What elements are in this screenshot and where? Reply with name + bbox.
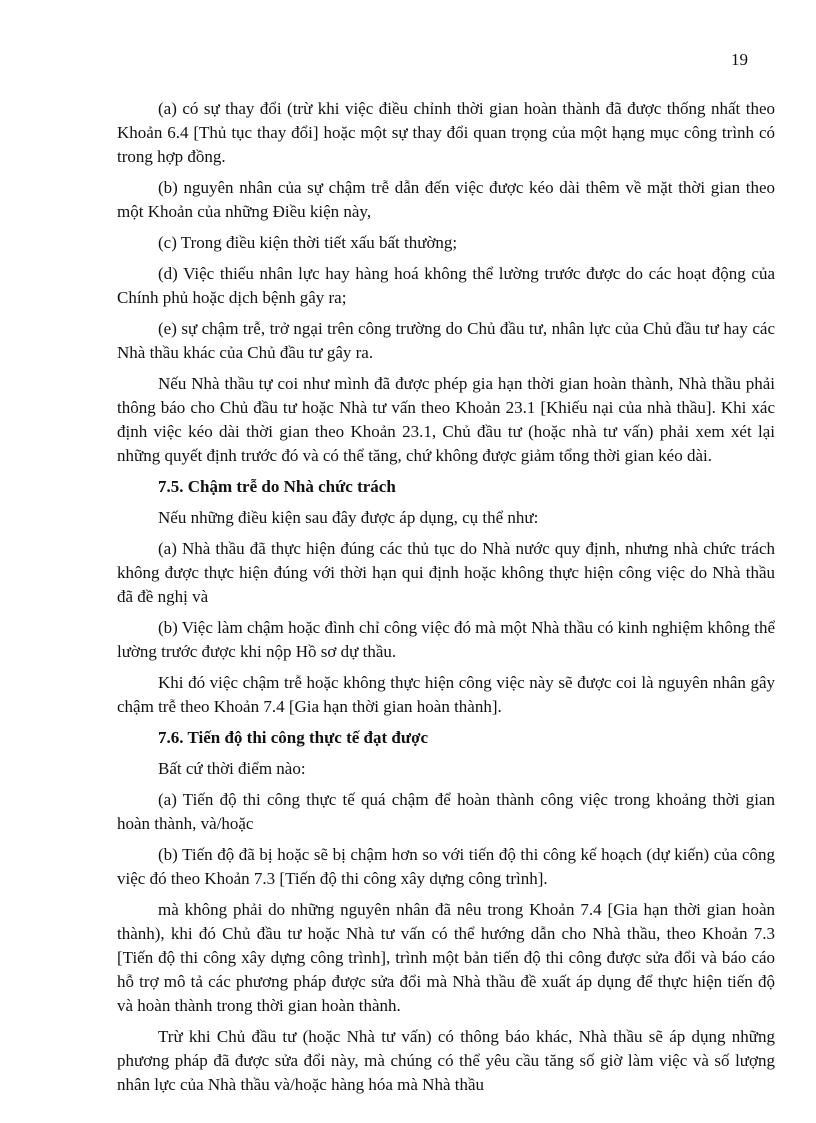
document-body xyxy=(117,97,775,1104)
paragraph-item-a-change: (a) có sự thay đổi (trừ khi việc điều chỉnh thời gian hoàn thành đã được thống nhất theo Khoản 6.4 [Thủ tục thay đổi] hoặc một sự thay đổi quan trọng của một hạng mục công trình có trong hợp đồng. xyxy=(117,99,775,166)
section-heading-7-5: 7.5. Chậm trễ do Nhà chức trách xyxy=(158,477,396,496)
paragraph-any-time: Bất cứ thời điểm nào: xyxy=(158,759,306,778)
paragraph-condition-a: (a) Nhà thầu đã thực hiện đúng các thủ tục do Nhà nước quy định, nhưng nhà chức trách không được thực hiện đúng với thời hạn qui định hoặc không thực hiện công việc do Nhà thầu đã đề nghị và xyxy=(117,539,775,606)
paragraph-condition-b: (b) Việc làm chậm hoặc đình chỉ công việc đó mà một Nhà thầu có kinh nghiệm không thể lường trước được khi nộp Hồ sơ dự thầu. xyxy=(117,618,775,661)
paragraph-item-d-shortage: (d) Việc thiếu nhân lực hay hàng hoá không thể lường trước được do các hoạt động của Chính phủ hoặc dịch bệnh gây ra; xyxy=(117,264,775,307)
paragraph-revised-programme: mà không phải do những nguyên nhân đã nêu trong Khoản 7.4 [Gia hạn thời gian hoàn thành), khi đó Chủ đầu tư hoặc Nhà tư vấn có thể hướng dẫn cho Nhà thầu, theo Khoản 7.3 [Tiến độ thi công xây dựng công trình], trình một bản tiến độ thi công được sửa đổi và báo cáo hỗ trợ mô tả các phương pháp được sửa đổi mà Nhà thầu đề xuất áp dụng để thực hiện tiến độ và hoàn thành trong thời gian hoàn thành. xyxy=(117,900,775,1015)
section-heading-7-6: 7.6. Tiến độ thi công thực tế đạt được xyxy=(158,728,429,747)
page-number: 19 xyxy=(731,50,748,69)
paragraph-progress-b: (b) Tiến độ đã bị hoặc sẽ bị chậm hơn so với tiến độ thi công kế hoạch (dự kiến) của công việc đó theo Khoản 7.3 [Tiến độ thi công xây dựng công trình]. xyxy=(117,845,775,888)
paragraph-item-b-cause: (b) nguyên nhân của sự chậm trễ dẫn đến việc được kéo dài thêm về mặt thời gian theo một Khoản của những Điều kiện này, xyxy=(117,178,775,221)
paragraph-extension-claim: Nếu Nhà thầu tự coi như mình đã được phép gia hạn thời gian hoàn thành, Nhà thầu phải thông báo cho Chủ đầu tư hoặc Nhà tư vấn theo Khoản 23.1 [Khiếu nại của nhà thầu]. Khi xác định việc kéo dài thời gian theo Khoản 23.1, Chủ đầu tư (hoặc nhà tư vấn) phải xem xét lại những quyết định trước đó và có thể tăng, chứ không được giảm tổng thời gian kéo dài. xyxy=(117,374,775,465)
paragraph-item-c-weather: (c) Trong điều kiện thời tiết xấu bất thường; xyxy=(158,233,458,252)
paragraph-item-e-delay: (e) sự chậm trễ, trở ngại trên công trường do Chủ đầu tư, nhân lực của Chủ đầu tư hay các Nhà thầu khác của Chủ đầu tư gây ra. xyxy=(117,319,775,362)
paragraph-progress-a: (a) Tiến độ thi công thực tế quá chậm để hoàn thành công việc trong khoảng thời gian hoàn thành, và/hoặc xyxy=(117,790,775,833)
paragraph-conditions-intro: Nếu những điều kiện sau đây được áp dụng, cụ thể như: xyxy=(158,508,539,527)
paragraph-revised-methods: Trừ khi Chủ đầu tư (hoặc Nhà tư vấn) có thông báo khác, Nhà thầu sẽ áp dụng những phương pháp đã được sửa đổi này, mà chúng có thể yêu cầu tăng số giờ làm việc và số lượng nhân lực của Nhà thầu và/hoặc hàng hóa mà Nhà thầu xyxy=(117,1027,775,1094)
paragraph-delay-consequence: Khi đó việc chậm trễ hoặc không thực hiện công việc này sẽ được coi là nguyên nhân gây chậm trễ theo Khoản 7.4 [Gia hạn thời gian hoàn thành]. xyxy=(117,673,775,716)
